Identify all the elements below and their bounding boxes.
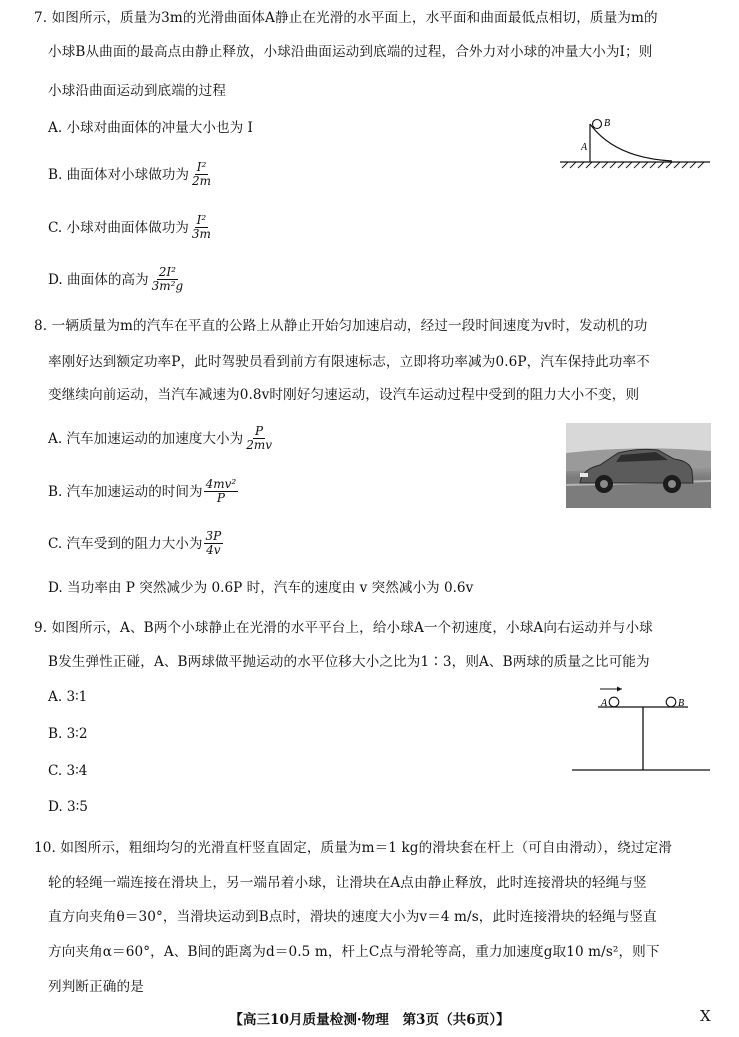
q7-option-c	[48, 214, 214, 241]
q7-stem-line-2: 小球B从曲面的最高点由静止释放，小球沿曲面运动到底端的过程，合外力对小球的冲量大小为I；则	[48, 44, 653, 60]
q8-option-c-fraction	[204, 530, 224, 557]
q7-option-d-text: D. 曲面体的高为	[48, 271, 149, 288]
q7-option-b-fraction	[190, 161, 213, 188]
q8-option-a-text: A. 汽车加速运动的加速度大小为	[48, 430, 244, 447]
q8-option-c-num: 3P	[205, 529, 222, 543]
q8-option-b-den: P	[216, 491, 225, 505]
q7-option-a: A. 小球对曲面体的冲量大小也为 I	[48, 120, 253, 136]
q10-stem-line-1: 10. 如图所示，粗细均匀的光滑直杆竖直固定，质量为m＝1 kg的滑块套在杆上（可自由滑动），绕过定滑	[34, 840, 672, 856]
q10-stem-line-4: 方向夹角α＝60°，A、B间的距离为d＝0.5 m，杆上C点与滑轮等高，重力加速度g取10 m/s²，则下	[48, 944, 660, 960]
q9-velocity-arrow-head	[617, 687, 622, 692]
q9-fig-label-a: A	[601, 698, 608, 709]
q7-option-b-den: 2m	[191, 174, 211, 188]
q8-option-c-text: C. 汽车受到的阻力大小为	[48, 535, 203, 552]
q9-stem-line-1: 9. 如图所示，A、B两个小球静止在光滑的水平平台上，给小球A一个初速度，小球A向右运动并与小球	[34, 620, 653, 636]
q7-option-d-fraction	[150, 266, 186, 293]
q8-option-b-fraction	[204, 478, 239, 505]
q8-option-c-den: 4v	[206, 543, 221, 557]
q8-stem-line-1: 8. 一辆质量为m的汽车在平直的公路上从静止开始匀加速启动，经过一段时间速度为v时，发动机的功	[34, 318, 648, 334]
q9-option-a: A. 3∶1	[48, 689, 88, 705]
q7-option-d-num: 2I²	[158, 265, 176, 279]
q9-option-b: B. 3∶2	[48, 726, 88, 742]
q7-body-curve	[590, 124, 672, 161]
q7-option-d-den: 3m²g	[151, 279, 184, 293]
q8-option-d: D. 当功率由 P 突然减少为 0.6P 时，汽车的速度由 v 突然减小为 0.6v	[48, 580, 474, 596]
q8-option-a	[48, 425, 275, 452]
q9-fig-label-b: B	[678, 698, 685, 709]
q9-stem-line-2: B发生弹性正碰，A、B两球做平抛运动的水平位移大小之比为1∶3，则A、B两球的质量之比可能为	[48, 654, 650, 670]
q7-ball-b	[593, 120, 602, 129]
q8-option-b-num: 4mv²	[205, 477, 237, 491]
q8-option-a-fraction	[244, 425, 274, 452]
q7-fig-label-b: B	[604, 118, 611, 129]
q7-stem-line-1: 7. 如图所示，质量为3m的光滑曲面体A静止在光滑的水平面上，水平面和曲面最低点相切，质量为m的	[34, 10, 658, 26]
q8-option-a-den: 2mv	[246, 438, 272, 452]
q7-option-b-text: B. 曲面体对小球做功为	[48, 166, 189, 183]
q8-stem-line-2: 率刚好达到额定功率P，此时驾驶员看到前方有限速标志，立即将功率减为0.6P，汽车保持此功率不	[48, 354, 650, 370]
q7-curved-body-figure	[560, 112, 710, 174]
q8-option-c	[48, 530, 224, 557]
q8-option-b	[48, 478, 239, 505]
q8-option-b-text: B. 汽车加速运动的时间为	[48, 483, 203, 500]
q9-option-c: C. 3∶4	[48, 763, 88, 779]
q7-option-d	[48, 266, 186, 293]
q7-fig-label-a: A	[581, 142, 588, 153]
q7-stem-line-3: 小球沿曲面运动到底端的过程	[48, 83, 227, 99]
q7-option-b	[48, 161, 214, 188]
page-footer: 【高三10月质量检测·物理 第3页（共6页）】	[229, 1012, 510, 1028]
q7-option-c-text: C. 小球对曲面体做功为	[48, 219, 189, 236]
q7-option-b-num: I²	[196, 160, 207, 174]
q10-stem-line-3: 直方向夹角θ＝30°，当滑块运动到B点时，滑块的速度大小为v＝4 m/s，此时连接滑块的轻绳与竖直	[48, 909, 657, 925]
q9-ball-b	[666, 697, 676, 707]
q9-platform-figure	[568, 685, 713, 773]
q7-option-c-num: I²	[196, 213, 207, 227]
q9-option-d: D. 3∶5	[48, 799, 88, 815]
q9-ball-a	[609, 697, 619, 707]
q7-ground-hatching	[562, 162, 704, 168]
corner-mark: X	[700, 1007, 711, 1025]
q10-stem-line-5: 列判断正确的是	[48, 979, 144, 995]
q8-stem-line-3: 变继续向前运动，当汽车减速为0.8v时刚好匀速运动，设汽车运动过程中受到的阻力大小不变，则	[48, 387, 640, 403]
q7-option-c-den: 3m	[191, 227, 211, 241]
q10-stem-line-2: 轮的轻绳一端连接在滑块上，另一端吊着小球，让滑块在A点由静止释放，此时连接滑块的轻绳与竖	[48, 875, 647, 891]
q7-option-c-fraction	[190, 214, 213, 241]
car-image	[566, 423, 711, 508]
q8-car-photo	[566, 423, 711, 508]
q8-option-a-num: P	[255, 424, 264, 438]
